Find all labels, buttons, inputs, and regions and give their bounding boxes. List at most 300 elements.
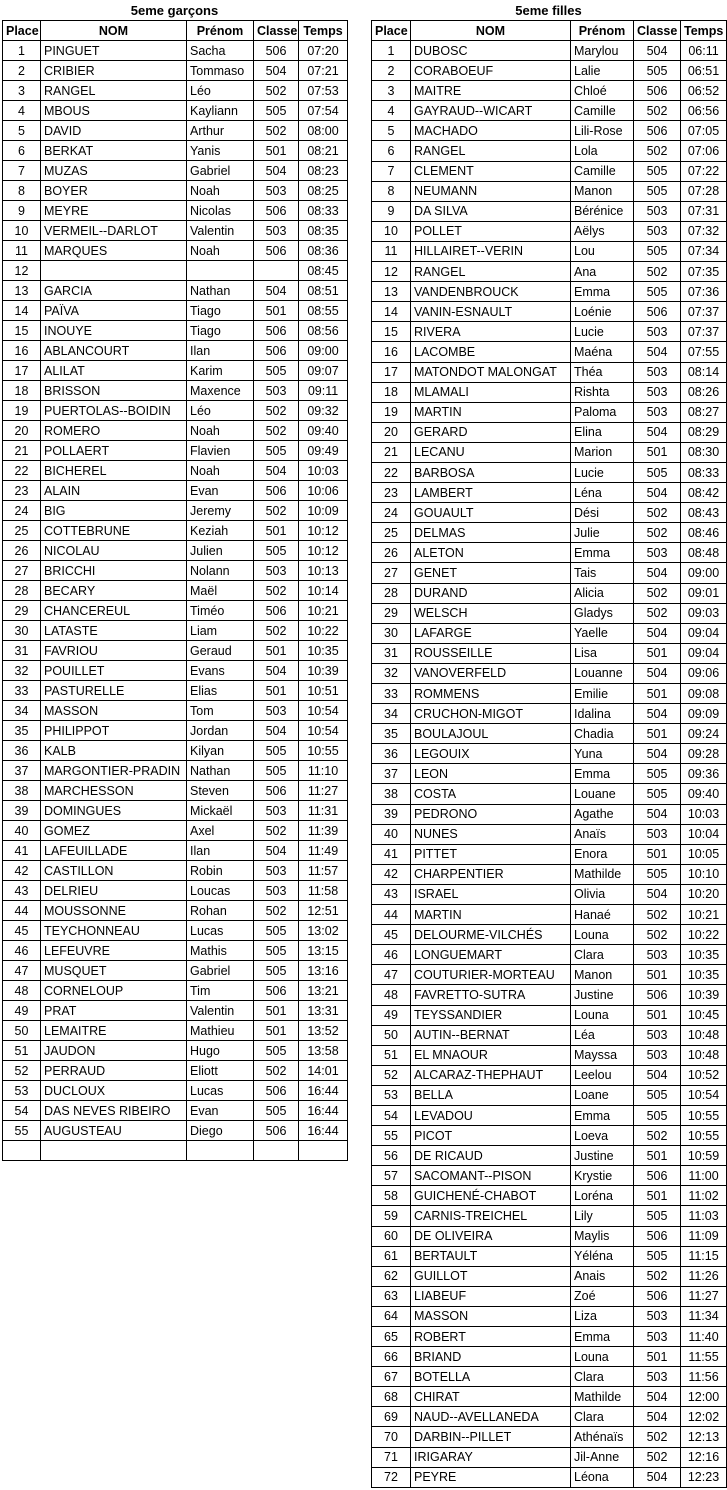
cell-nom: MUZAS: [41, 161, 187, 181]
cell-prenom: Flavien: [187, 441, 254, 461]
cell-temps: 10:55: [299, 741, 348, 761]
table-row: [3, 641, 348, 661]
cell-nom: ROBERT: [411, 1327, 571, 1347]
boys-table-title: 5eme garçons: [130, 3, 219, 18]
header-nom: NOM: [41, 21, 187, 41]
cell-nom: VERMEIL--DARLOT: [41, 221, 187, 241]
cell-prenom: Nolann: [187, 561, 254, 581]
cell-prenom: Enora: [571, 844, 634, 864]
cell-place: 22: [3, 461, 41, 481]
cell-place: 43: [372, 884, 411, 904]
cell-classe: 503: [254, 381, 299, 401]
table-row: [372, 905, 727, 925]
cell-classe: 504: [254, 281, 299, 301]
cell-classe: 504: [634, 623, 681, 643]
cell-nom: ALILAT: [41, 361, 187, 381]
cell-place: 1: [372, 41, 411, 61]
table-row: [372, 362, 727, 382]
cell-nom: DE RICAUD: [411, 1146, 571, 1166]
cell-nom: LEON: [411, 764, 571, 784]
cell-temps: 10:52: [681, 1065, 727, 1085]
cell-classe: 505: [254, 541, 299, 561]
cell-classe: 505: [634, 1246, 681, 1266]
cell-place: 21: [372, 442, 411, 462]
cell-temps: 09:40: [299, 421, 348, 441]
cell-temps: 14:01: [299, 1061, 348, 1081]
cell-prenom: Louna: [571, 1005, 634, 1025]
cell-prenom: Clara: [571, 1407, 634, 1427]
cell-nom: BICHEREL: [41, 461, 187, 481]
cell-nom: CASTILLON: [41, 861, 187, 881]
table-row: [372, 1347, 727, 1367]
cell-classe: [254, 261, 299, 281]
cell-place: 54: [3, 1101, 41, 1121]
cell-prenom: Mathieu: [187, 1021, 254, 1041]
cell-place: 3: [372, 81, 411, 101]
cell-classe: 505: [254, 921, 299, 941]
cell-place: 2: [372, 61, 411, 81]
table-row: [3, 361, 348, 381]
cell-classe: 501: [634, 844, 681, 864]
cell-nom: DA SILVA: [411, 201, 571, 221]
cell-temps: 11:58: [299, 881, 348, 901]
cell-nom: ROMMENS: [411, 684, 571, 704]
table-row: [372, 1407, 727, 1427]
cell-prenom: Camille: [571, 101, 634, 121]
cell-prenom: Ana: [571, 262, 634, 282]
cell-classe: 501: [634, 724, 681, 744]
table-row: [3, 301, 348, 321]
cell-place: 48: [3, 981, 41, 1001]
cell-nom: DOMINGUES: [41, 801, 187, 821]
cell-temps: 10:21: [299, 601, 348, 621]
cell-nom: GUILLOT: [411, 1266, 571, 1286]
cell-prenom: Athénaïs: [571, 1427, 634, 1447]
cell-classe: 503: [634, 824, 681, 844]
cell-prenom: Louna: [571, 1347, 634, 1367]
cell-prenom: Tim: [187, 981, 254, 1001]
cell-place: 30: [3, 621, 41, 641]
cell-place: 9: [3, 201, 41, 221]
cell-temps: 11:31: [299, 801, 348, 821]
table-row: [3, 101, 348, 121]
cell-prenom: Mathilde: [571, 1387, 634, 1407]
table-row: [372, 623, 727, 643]
cell-classe: 504: [634, 1387, 681, 1407]
cell-classe: 501: [634, 965, 681, 985]
cell-nom: PICOT: [411, 1126, 571, 1146]
table-row: [3, 441, 348, 461]
cell-place: 62: [372, 1266, 411, 1286]
table-row: [3, 961, 348, 981]
cell-prenom: Chadia: [571, 724, 634, 744]
header-classe: Classe: [634, 21, 681, 41]
cell-place: 58: [372, 1186, 411, 1206]
cell-place: 19: [3, 401, 41, 421]
table-row: [372, 342, 727, 362]
cell-nom: GOUAULT: [411, 503, 571, 523]
cell-prenom: Nathan: [187, 761, 254, 781]
cell-nom: GERARD: [411, 422, 571, 442]
header-temps: Temps: [299, 21, 348, 41]
cell-prenom: Emilie: [571, 684, 634, 704]
cell-nom: CORNELOUP: [41, 981, 187, 1001]
cell-place: 42: [3, 861, 41, 881]
table-row: [372, 844, 727, 864]
cell-prenom: Tais: [571, 563, 634, 583]
table-row: [372, 1146, 727, 1166]
cell-temps: 09:09: [681, 704, 727, 724]
cell-prenom: Lucie: [571, 462, 634, 482]
cell-temps: 10:12: [299, 521, 348, 541]
cell-temps: 08:33: [681, 462, 727, 482]
cell-nom: PINGUET: [41, 41, 187, 61]
table-row: [3, 341, 348, 361]
cell-temps: 09:06: [681, 663, 727, 683]
boys-results-block: [2, 2, 347, 1161]
cell-classe: 502: [634, 1126, 681, 1146]
cell-temps: 10:48: [681, 1025, 727, 1045]
cell-nom: MLAMALI: [411, 382, 571, 402]
cell-nom: PASTURELLE: [41, 681, 187, 701]
table-row: [3, 121, 348, 141]
cell-place: 47: [372, 965, 411, 985]
cell-nom: BERKAT: [41, 141, 187, 161]
cell-nom: VANIN-ESNAULT: [411, 302, 571, 322]
cell-temps: 12:13: [681, 1427, 727, 1447]
cell-place: 27: [3, 561, 41, 581]
cell-nom: CHANCEREUL: [41, 601, 187, 621]
cell-nom: RANGEL: [411, 141, 571, 161]
table-row: [372, 724, 727, 744]
cell-place: 38: [3, 781, 41, 801]
cell-nom: DAVID: [41, 121, 187, 141]
cell-nom: ISRAEL: [411, 884, 571, 904]
cell-prenom: Mathis: [187, 941, 254, 961]
cell-prenom: Lucas: [187, 1081, 254, 1101]
table-row: [372, 1105, 727, 1125]
cell-temps: 10:54: [681, 1085, 727, 1105]
cell-nom: AUGUSTEAU: [41, 1121, 187, 1141]
cell-temps: 09:00: [681, 563, 727, 583]
table-row: [372, 462, 727, 482]
cell-temps: 10:10: [681, 864, 727, 884]
cell-nom: CORABOEUF: [411, 61, 571, 81]
cell-temps: 06:11: [681, 41, 727, 61]
cell-temps: 10:20: [681, 884, 727, 904]
table-row: [372, 1447, 727, 1467]
table-row: [3, 581, 348, 601]
cell-temps: 09:36: [681, 764, 727, 784]
cell-prenom: Robin: [187, 861, 254, 881]
cell-classe: 502: [634, 1427, 681, 1447]
cell-place: 36: [372, 744, 411, 764]
cell-classe: [254, 1141, 299, 1161]
cell-classe: 501: [634, 442, 681, 462]
cell-temps: 11:55: [681, 1347, 727, 1367]
cell-nom: BOULAJOUL: [411, 724, 571, 744]
cell-prenom: Noah: [187, 421, 254, 441]
cell-place: 69: [372, 1407, 411, 1427]
cell-prenom: Léo: [187, 401, 254, 421]
cell-nom: EL MNAOUR: [411, 1045, 571, 1065]
cell-temps: 11:10: [299, 761, 348, 781]
cell-classe: 504: [634, 884, 681, 904]
cell-nom: COUTURIER-MORTEAU: [411, 965, 571, 985]
cell-nom: FAVRIOU: [41, 641, 187, 661]
cell-place: 16: [3, 341, 41, 361]
cell-nom: MAITRE: [411, 81, 571, 101]
cell-nom: LIABEUF: [411, 1286, 571, 1306]
cell-prenom: Tiago: [187, 321, 254, 341]
table-row: [3, 1101, 348, 1121]
cell-temps: 09:28: [681, 744, 727, 764]
cell-classe: 503: [634, 1367, 681, 1387]
table-row: [372, 161, 727, 181]
cell-temps: 11:34: [681, 1306, 727, 1326]
cell-nom: DAS NEVES RIBEIRO: [41, 1101, 187, 1121]
cell-temps: 08:42: [681, 483, 727, 503]
cell-classe: 504: [634, 342, 681, 362]
table-row: [372, 81, 727, 101]
cell-temps: 07:21: [299, 61, 348, 81]
cell-nom: MARGONTIER-PRADIN: [41, 761, 187, 781]
cell-temps: 07:05: [681, 121, 727, 141]
cell-temps: 10:14: [299, 581, 348, 601]
cell-classe: 502: [634, 1447, 681, 1467]
cell-prenom: Lou: [571, 241, 634, 261]
table-row: [3, 821, 348, 841]
cell-nom: PRAT: [41, 1001, 187, 1021]
cell-classe: 505: [634, 1105, 681, 1125]
cell-nom: ALAIN: [41, 481, 187, 501]
cell-place: 56: [372, 1146, 411, 1166]
cell-place: 39: [3, 801, 41, 821]
cell-classe: 505: [634, 61, 681, 81]
cell-prenom: Théa: [571, 362, 634, 382]
cell-place: 32: [3, 661, 41, 681]
cell-prenom: Anais: [571, 1266, 634, 1286]
cell-classe: 503: [634, 1327, 681, 1347]
cell-temps: 08:26: [681, 382, 727, 402]
cell-classe: 505: [634, 241, 681, 261]
cell-prenom: Maéna: [571, 342, 634, 362]
cell-temps: 09:08: [681, 684, 727, 704]
cell-nom: PEDRONO: [411, 804, 571, 824]
cell-prenom: Nathan: [187, 281, 254, 301]
cell-temps: 07:35: [681, 262, 727, 282]
cell-classe: 503: [254, 801, 299, 821]
cell-nom: RIVERA: [411, 322, 571, 342]
cell-nom: BRISSON: [41, 381, 187, 401]
cell-nom: PUERTOLAS--BOIDIN: [41, 401, 187, 421]
cell-nom: MASSON: [411, 1306, 571, 1326]
cell-classe: 502: [254, 421, 299, 441]
cell-classe: 504: [254, 61, 299, 81]
table-row: [3, 141, 348, 161]
cell-place: 23: [3, 481, 41, 501]
cell-prenom: Timéo: [187, 601, 254, 621]
cell-prenom: Loucas: [187, 881, 254, 901]
cell-nom: MOUSSONNE: [41, 901, 187, 921]
cell-temps: 12:16: [681, 1447, 727, 1467]
cell-place: 42: [372, 864, 411, 884]
cell-nom: ALETON: [411, 543, 571, 563]
cell-place: 34: [3, 701, 41, 721]
cell-nom: DUCLOUX: [41, 1081, 187, 1101]
cell-classe: 506: [254, 1081, 299, 1101]
cell-temps: 10:45: [681, 1005, 727, 1025]
table-row: [372, 322, 727, 342]
cell-classe: 506: [254, 341, 299, 361]
cell-classe: 504: [634, 804, 681, 824]
cell-temps: 10:22: [681, 925, 727, 945]
cell-nom: PHILIPPOT: [41, 721, 187, 741]
cell-nom: INOUYE: [41, 321, 187, 341]
cell-prenom: Emma: [571, 1327, 634, 1347]
cell-classe: 501: [254, 521, 299, 541]
cell-place: 30: [372, 623, 411, 643]
cell-place: 39: [372, 804, 411, 824]
cell-temps: 07:53: [299, 81, 348, 101]
header-nom: NOM: [411, 21, 571, 41]
cell-place: 55: [372, 1126, 411, 1146]
cell-classe: 506: [634, 1226, 681, 1246]
cell-prenom: Hugo: [187, 1041, 254, 1061]
cell-classe: 502: [254, 121, 299, 141]
cell-classe: 506: [254, 241, 299, 261]
cell-classe: 505: [254, 441, 299, 461]
cell-nom: BECARY: [41, 581, 187, 601]
header-prenom: Prénom: [187, 21, 254, 41]
cell-temps: 13:31: [299, 1001, 348, 1021]
table-row: [3, 861, 348, 881]
cell-nom: GENET: [411, 563, 571, 583]
cell-classe: 503: [254, 701, 299, 721]
cell-prenom: Léo: [187, 81, 254, 101]
cell-temps: 08:55: [299, 301, 348, 321]
table-row: [372, 282, 727, 302]
cell-classe: 505: [634, 864, 681, 884]
cell-classe: 505: [254, 101, 299, 121]
cell-temps: 06:56: [681, 101, 727, 121]
cell-classe: 506: [634, 121, 681, 141]
cell-prenom: Clara: [571, 1367, 634, 1387]
table-row: [3, 1041, 348, 1061]
cell-temps: 08:29: [681, 422, 727, 442]
table-row: [372, 382, 727, 402]
cell-place: 38: [372, 784, 411, 804]
cell-nom: SACOMANT--PISON: [411, 1166, 571, 1186]
cell-place: 33: [372, 684, 411, 704]
cell-prenom: Geraud: [187, 641, 254, 661]
cell-place: 50: [3, 1021, 41, 1041]
cell-prenom: Emma: [571, 282, 634, 302]
header-place: Place: [3, 21, 41, 41]
cell-nom: POLLET: [411, 221, 571, 241]
cell-nom: MARQUES: [41, 241, 187, 261]
cell-prenom: Mathilde: [571, 864, 634, 884]
cell-prenom: Julien: [187, 541, 254, 561]
cell-prenom: Elina: [571, 422, 634, 442]
cell-temps: 09:49: [299, 441, 348, 461]
cell-prenom: Emma: [571, 1105, 634, 1125]
cell-place: 20: [3, 421, 41, 441]
cell-nom: MASSON: [41, 701, 187, 721]
cell-classe: 504: [254, 161, 299, 181]
cell-nom: BRICCHI: [41, 561, 187, 581]
cell-place: 45: [372, 925, 411, 945]
cell-prenom: Krystie: [571, 1166, 634, 1186]
cell-nom: KALB: [41, 741, 187, 761]
table-row: [3, 661, 348, 681]
cell-nom: MARTIN: [411, 402, 571, 422]
cell-classe: 505: [254, 1101, 299, 1121]
cell-temps: 08:14: [681, 362, 727, 382]
cell-prenom: Lucas: [187, 921, 254, 941]
cell-place: 26: [372, 543, 411, 563]
table-row: [3, 901, 348, 921]
cell-nom: DELRIEU: [41, 881, 187, 901]
cell-prenom: [187, 1141, 254, 1161]
cell-temps: 07:36: [681, 282, 727, 302]
cell-place: 6: [3, 141, 41, 161]
table-row: [372, 684, 727, 704]
table-row: [372, 523, 727, 543]
cell-prenom: Ilan: [187, 841, 254, 861]
cell-place: 9: [372, 201, 411, 221]
table-row: [3, 461, 348, 481]
cell-nom: HILLAIRET--VERIN: [411, 241, 571, 261]
cell-classe: 503: [634, 382, 681, 402]
cell-classe: 502: [634, 1266, 681, 1286]
cell-temps: 11:49: [299, 841, 348, 861]
cell-temps: 10:03: [681, 804, 727, 824]
cell-temps: 10:39: [681, 985, 727, 1005]
cell-prenom: Lisa: [571, 643, 634, 663]
table-row: [372, 764, 727, 784]
cell-temps: 10:54: [299, 721, 348, 741]
cell-prenom: Olivia: [571, 884, 634, 904]
cell-temps: 07:28: [681, 181, 727, 201]
cell-nom: MARCHESSON: [41, 781, 187, 801]
cell-prenom: Kayliann: [187, 101, 254, 121]
cell-place: 48: [372, 985, 411, 1005]
table-row: [372, 1266, 727, 1286]
cell-place: 70: [372, 1427, 411, 1447]
cell-temps: 11:40: [681, 1327, 727, 1347]
cell-temps: 06:51: [681, 61, 727, 81]
cell-place: 53: [372, 1085, 411, 1105]
cell-nom: CRIBIER: [41, 61, 187, 81]
cell-classe: 503: [634, 1306, 681, 1326]
cell-nom: COSTA: [411, 784, 571, 804]
table-row: [3, 601, 348, 621]
cell-temps: 07:22: [681, 161, 727, 181]
table-row: [3, 721, 348, 741]
cell-classe: 502: [254, 501, 299, 521]
cell-place: 32: [372, 663, 411, 683]
cell-prenom: Rishta: [571, 382, 634, 402]
cell-place: 24: [3, 501, 41, 521]
table-row: [372, 201, 727, 221]
table-row: [372, 1085, 727, 1105]
cell-place: 3: [3, 81, 41, 101]
cell-temps: 08:30: [681, 442, 727, 462]
cell-nom: [41, 1141, 187, 1161]
cell-classe: 504: [634, 1467, 681, 1487]
cell-prenom: Léa: [571, 1025, 634, 1045]
